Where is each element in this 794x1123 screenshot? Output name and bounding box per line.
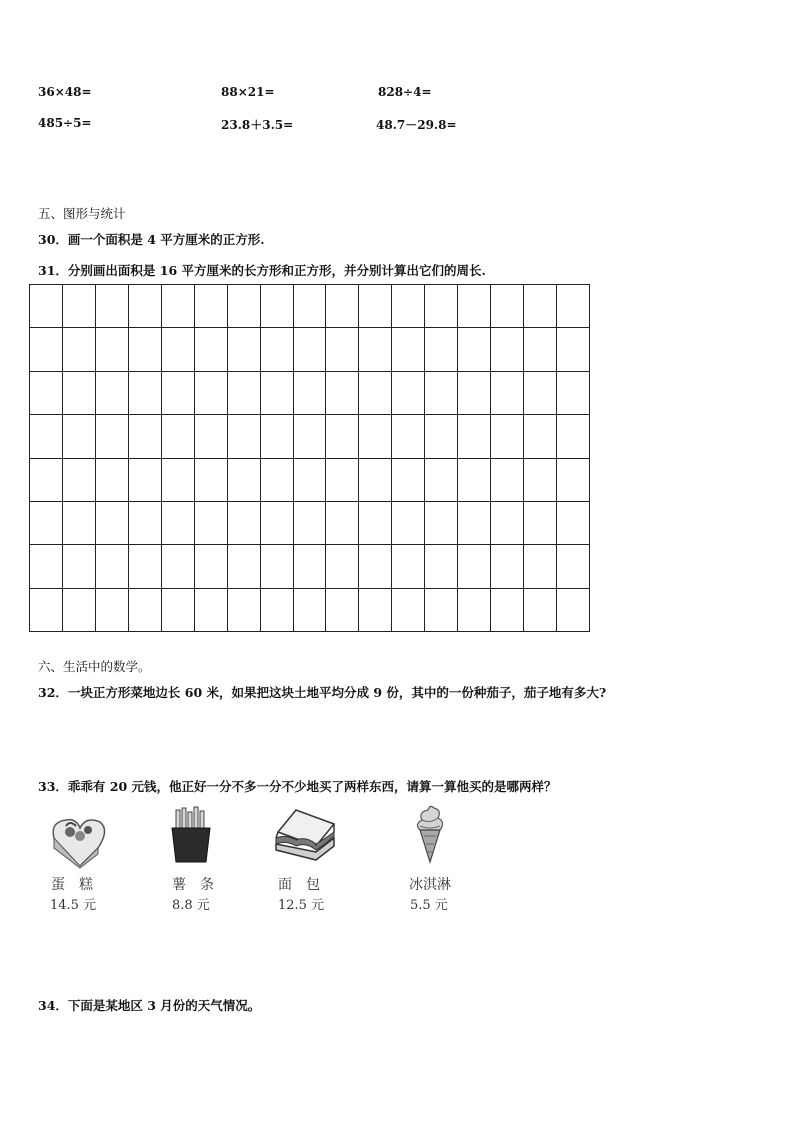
grid-cell — [491, 328, 524, 371]
grid-cell — [294, 589, 327, 632]
fries-icon — [166, 806, 216, 866]
item-cake — [46, 808, 136, 872]
grid-cell — [458, 415, 491, 458]
item-sandwich-price: 12.5 元 — [278, 898, 325, 913]
grid-cell — [425, 589, 458, 632]
grid-cell — [129, 589, 162, 632]
grid-cell — [162, 589, 195, 632]
grid-cell — [129, 545, 162, 588]
question-31: 31．分别画出面积是 16 平方厘米的长方形和正方形，并分别计算出它们的周长. — [38, 263, 486, 278]
sandwich-icon — [272, 806, 338, 862]
grid-cell — [261, 328, 294, 371]
grid-cell — [30, 502, 63, 545]
grid-cell — [392, 545, 425, 588]
grid-cell — [359, 372, 392, 415]
grid-cell — [228, 545, 261, 588]
grid-cell — [524, 415, 557, 458]
drawing-grid — [29, 284, 590, 632]
question-34: 34．下面是某地区 3 月份的天气情况。 — [38, 998, 261, 1013]
grid-cell — [162, 545, 195, 588]
grid-cell — [557, 502, 590, 545]
grid-cell — [524, 502, 557, 545]
grid-cell — [162, 372, 195, 415]
grid-cell — [557, 459, 590, 502]
grid-cell — [425, 545, 458, 588]
grid-cell — [261, 545, 294, 588]
grid-cell — [326, 502, 359, 545]
grid-cell — [491, 372, 524, 415]
grid-cell — [129, 502, 162, 545]
item-sandwich — [272, 806, 362, 862]
grid-cell — [96, 502, 129, 545]
item-fries-price: 8.8 元 — [172, 898, 210, 913]
grid-cell — [96, 459, 129, 502]
question-33: 33．乖乖有 20 元钱，他正好一分不多一分不少地买了两样东西，请算一算他买的是哪两样？ — [38, 779, 557, 794]
grid-cell — [425, 415, 458, 458]
grid-cell — [129, 285, 162, 328]
grid-cell — [129, 328, 162, 371]
grid-cell — [63, 415, 96, 458]
section-6-title: 六、生活中的数学。 — [38, 659, 151, 674]
grid-cell — [63, 459, 96, 502]
grid-cell — [557, 372, 590, 415]
grid-cell — [228, 502, 261, 545]
grid-cell — [228, 285, 261, 328]
item-fries-name: 薯 条 — [172, 877, 214, 893]
grid-cell — [63, 372, 96, 415]
item-cake-price: 14.5 元 — [50, 898, 97, 913]
ice-cream-icon — [412, 804, 448, 864]
grid-cell — [162, 502, 195, 545]
grid-cell — [491, 502, 524, 545]
grid-cell — [326, 415, 359, 458]
grid-cell — [294, 372, 327, 415]
grid-cell — [557, 589, 590, 632]
grid-cell — [524, 328, 557, 371]
item-fries — [166, 806, 256, 866]
grid-cell — [326, 459, 359, 502]
grid-cell — [162, 459, 195, 502]
grid-cell — [392, 589, 425, 632]
grid-cell — [96, 372, 129, 415]
grid-cell — [261, 372, 294, 415]
grid-cell — [557, 545, 590, 588]
grid-cell — [326, 328, 359, 371]
grid-cell — [359, 415, 392, 458]
grid-cell — [326, 285, 359, 328]
grid-cell — [425, 459, 458, 502]
grid-cell — [96, 545, 129, 588]
grid-cell — [162, 415, 195, 458]
grid-cell — [359, 459, 392, 502]
grid-cell — [261, 502, 294, 545]
grid-cell — [491, 589, 524, 632]
grid-cell — [63, 589, 96, 632]
grid-cell — [96, 285, 129, 328]
question-32: 32．一块正方形菜地边长 60 米，如果把这块土地平均分成 9 份，其中的一份种茄子，茄子地有多大? — [38, 685, 607, 700]
grid-cell — [524, 589, 557, 632]
grid-cell — [129, 459, 162, 502]
cake-icon — [46, 808, 110, 872]
grid-cell — [261, 285, 294, 328]
grid-cell — [63, 328, 96, 371]
grid-cell — [392, 372, 425, 415]
grid-cell — [359, 285, 392, 328]
grid-cell — [294, 502, 327, 545]
calc-3: 828÷4= — [378, 85, 432, 99]
grid-cell — [228, 459, 261, 502]
grid-cell — [458, 372, 491, 415]
item-sandwich-name: 面 包 — [278, 877, 320, 893]
grid-cell — [458, 285, 491, 328]
grid-cell — [392, 502, 425, 545]
grid-cell — [524, 545, 557, 588]
grid-cell — [491, 415, 524, 458]
calc-1: 36×48= — [38, 85, 92, 99]
grid-cell — [392, 285, 425, 328]
grid-cell — [458, 459, 491, 502]
grid-cell — [228, 328, 261, 371]
grid-cell — [195, 459, 228, 502]
grid-cell — [195, 589, 228, 632]
grid-cell — [195, 415, 228, 458]
grid-cell — [195, 545, 228, 588]
grid-cell — [491, 285, 524, 328]
grid-cell — [359, 502, 392, 545]
grid-cell — [524, 372, 557, 415]
item-ice-cream-name: 冰淇淋 — [409, 877, 451, 893]
item-ice-cream — [412, 804, 502, 864]
grid-cell — [30, 545, 63, 588]
grid-cell — [195, 285, 228, 328]
grid-cell — [195, 502, 228, 545]
grid-cell — [129, 372, 162, 415]
grid-cell — [425, 372, 458, 415]
grid-cell — [261, 459, 294, 502]
grid-cell — [162, 285, 195, 328]
grid-cell — [30, 328, 63, 371]
grid-cell — [228, 589, 261, 632]
grid-cell — [557, 285, 590, 328]
grid-cell — [63, 285, 96, 328]
grid-cell — [392, 328, 425, 371]
section-5-title: 五、图形与统计 — [38, 206, 126, 221]
grid-cell — [425, 285, 458, 328]
grid-cell — [30, 285, 63, 328]
grid-cell — [63, 545, 96, 588]
grid-cell — [491, 459, 524, 502]
grid-cell — [294, 285, 327, 328]
grid-cell — [195, 372, 228, 415]
grid-cell — [30, 415, 63, 458]
grid-cell — [326, 372, 359, 415]
item-ice-cream-price: 5.5 元 — [410, 898, 448, 913]
grid-cell — [557, 415, 590, 458]
grid-cell — [195, 328, 228, 371]
grid-cell — [228, 415, 261, 458]
grid-cell — [458, 589, 491, 632]
grid-cell — [359, 328, 392, 371]
grid-cell — [326, 589, 359, 632]
grid-cell — [30, 459, 63, 502]
grid-cell — [261, 415, 294, 458]
grid-cell — [392, 415, 425, 458]
grid-cell — [30, 372, 63, 415]
calc-4: 485÷5= — [38, 116, 92, 130]
grid-cell — [30, 589, 63, 632]
grid-cell — [129, 415, 162, 458]
grid-cell — [491, 545, 524, 588]
grid-cell — [458, 502, 491, 545]
grid-cell — [96, 415, 129, 458]
grid-cell — [425, 328, 458, 371]
grid-cell — [524, 459, 557, 502]
grid-cell — [359, 589, 392, 632]
grid-cell — [228, 372, 261, 415]
question-30: 30．画一个面积是 4 平方厘米的正方形. — [38, 232, 265, 247]
item-cake-name: 蛋 糕 — [51, 877, 93, 893]
grid-cell — [96, 328, 129, 371]
grid-cell — [458, 328, 491, 371]
calc-2: 88×21= — [221, 85, 275, 99]
grid-cell — [294, 545, 327, 588]
grid-cell — [63, 502, 96, 545]
grid-cell — [294, 459, 327, 502]
calc-6: 48.7－29.8= — [376, 118, 457, 132]
grid-cell — [359, 545, 392, 588]
grid-cell — [557, 328, 590, 371]
grid-cell — [261, 589, 294, 632]
grid-cell — [294, 328, 327, 371]
grid-cell — [162, 328, 195, 371]
grid-cell — [458, 545, 491, 588]
grid-cell — [524, 285, 557, 328]
grid-cell — [326, 545, 359, 588]
grid-cell — [392, 459, 425, 502]
calc-5: 23.8＋3.5= — [221, 118, 294, 132]
grid-cell — [96, 589, 129, 632]
grid-cell — [294, 415, 327, 458]
grid-cell — [425, 502, 458, 545]
